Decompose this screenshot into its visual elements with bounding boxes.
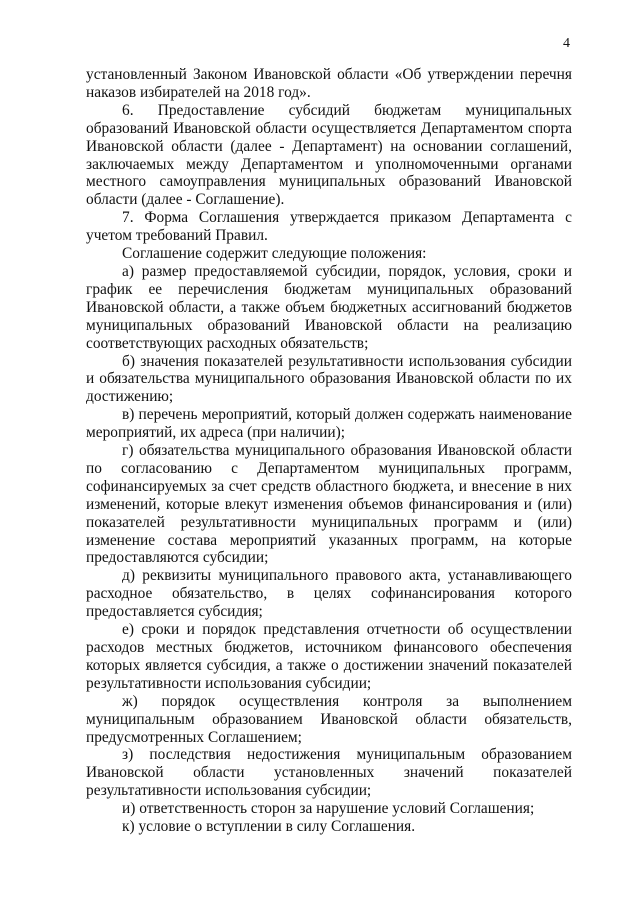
provision-z: з) последствия недостижения муниципальным образованием Ивановской области установленных значений показателей результативности использования субсидии; xyxy=(86,746,572,800)
provision-v: в) перечень мероприятий, который должен содержать наименование мероприятий, их адреса (при наличии); xyxy=(86,406,572,442)
paragraph-item-6: 6. Предоставление субсидий бюджетам муниципальных образований Ивановской области осуществляется Департаментом спорта Ивановской области (далее - Департамент) на основании соглашений, заключаемых между Департаментом и уполномоченными органами местного самоуправления муниципальных образований Ивановской области (далее - Соглашение). xyxy=(86,101,572,209)
paragraph-continuation: установленный Законом Ивановской области «Об утверждении перечня наказов избирателей на 2018 год». xyxy=(86,66,572,101)
provision-i: и) ответственность сторон за нарушение условий Соглашения; xyxy=(122,800,535,818)
paragraph-item-7: 7. Форма Соглашения утверждается приказом Департамента с учетом требований Правил. xyxy=(86,209,572,245)
provision-zh: ж) порядок осуществления контроля за выполнением муниципальным образованием Ивановской области обязательств, предусмотренных Соглашением; xyxy=(86,692,572,746)
provision-d: д) реквизиты муниципального правового акта, устанавливающего расходное обязательство, в целях софинансирования которого предоставляется субсидия; xyxy=(86,567,572,621)
provision-g: г) обязательства муниципального образования Ивановской области по согласованию с Департаментом муниципальных программ, софинансируемых за счет средств областного бюджета, и внесение в них изменений, которые влекут изменения объемов финансирования и (или) показателей результативности муниципальных программ и (или) изменение состава мероприятий указанных программ, на которые предоставляются субсидии; xyxy=(86,442,572,567)
provision-e: е) сроки и порядок представления отчетности об осуществлении расходов местных бюджетов, источником финансового обеспечения которых является субсидия, а также о достижении значений показателей результативности использования субсидии; xyxy=(86,621,572,692)
page-number: 4 xyxy=(563,36,570,51)
provision-k: к) условие о вступлении в силу Соглашения. xyxy=(122,818,416,836)
paragraph-provisions-intro: Соглашение содержит следующие положения: xyxy=(122,245,427,263)
provision-b: б) значения показателей результативности использования субсидии и обязательства муниципального образования Ивановской области по их достижению; xyxy=(86,352,572,406)
provision-a: а) размер предоставляемой субсидии, порядок, условия, сроки и график ее перечисления бюджетам муниципальных образований Ивановской области, а также объем бюджетных ассигнований бюджетов муниципальных образований Ивановской области на реализацию соответствующих расходных обязательств; xyxy=(86,262,572,352)
document-body xyxy=(86,66,572,836)
